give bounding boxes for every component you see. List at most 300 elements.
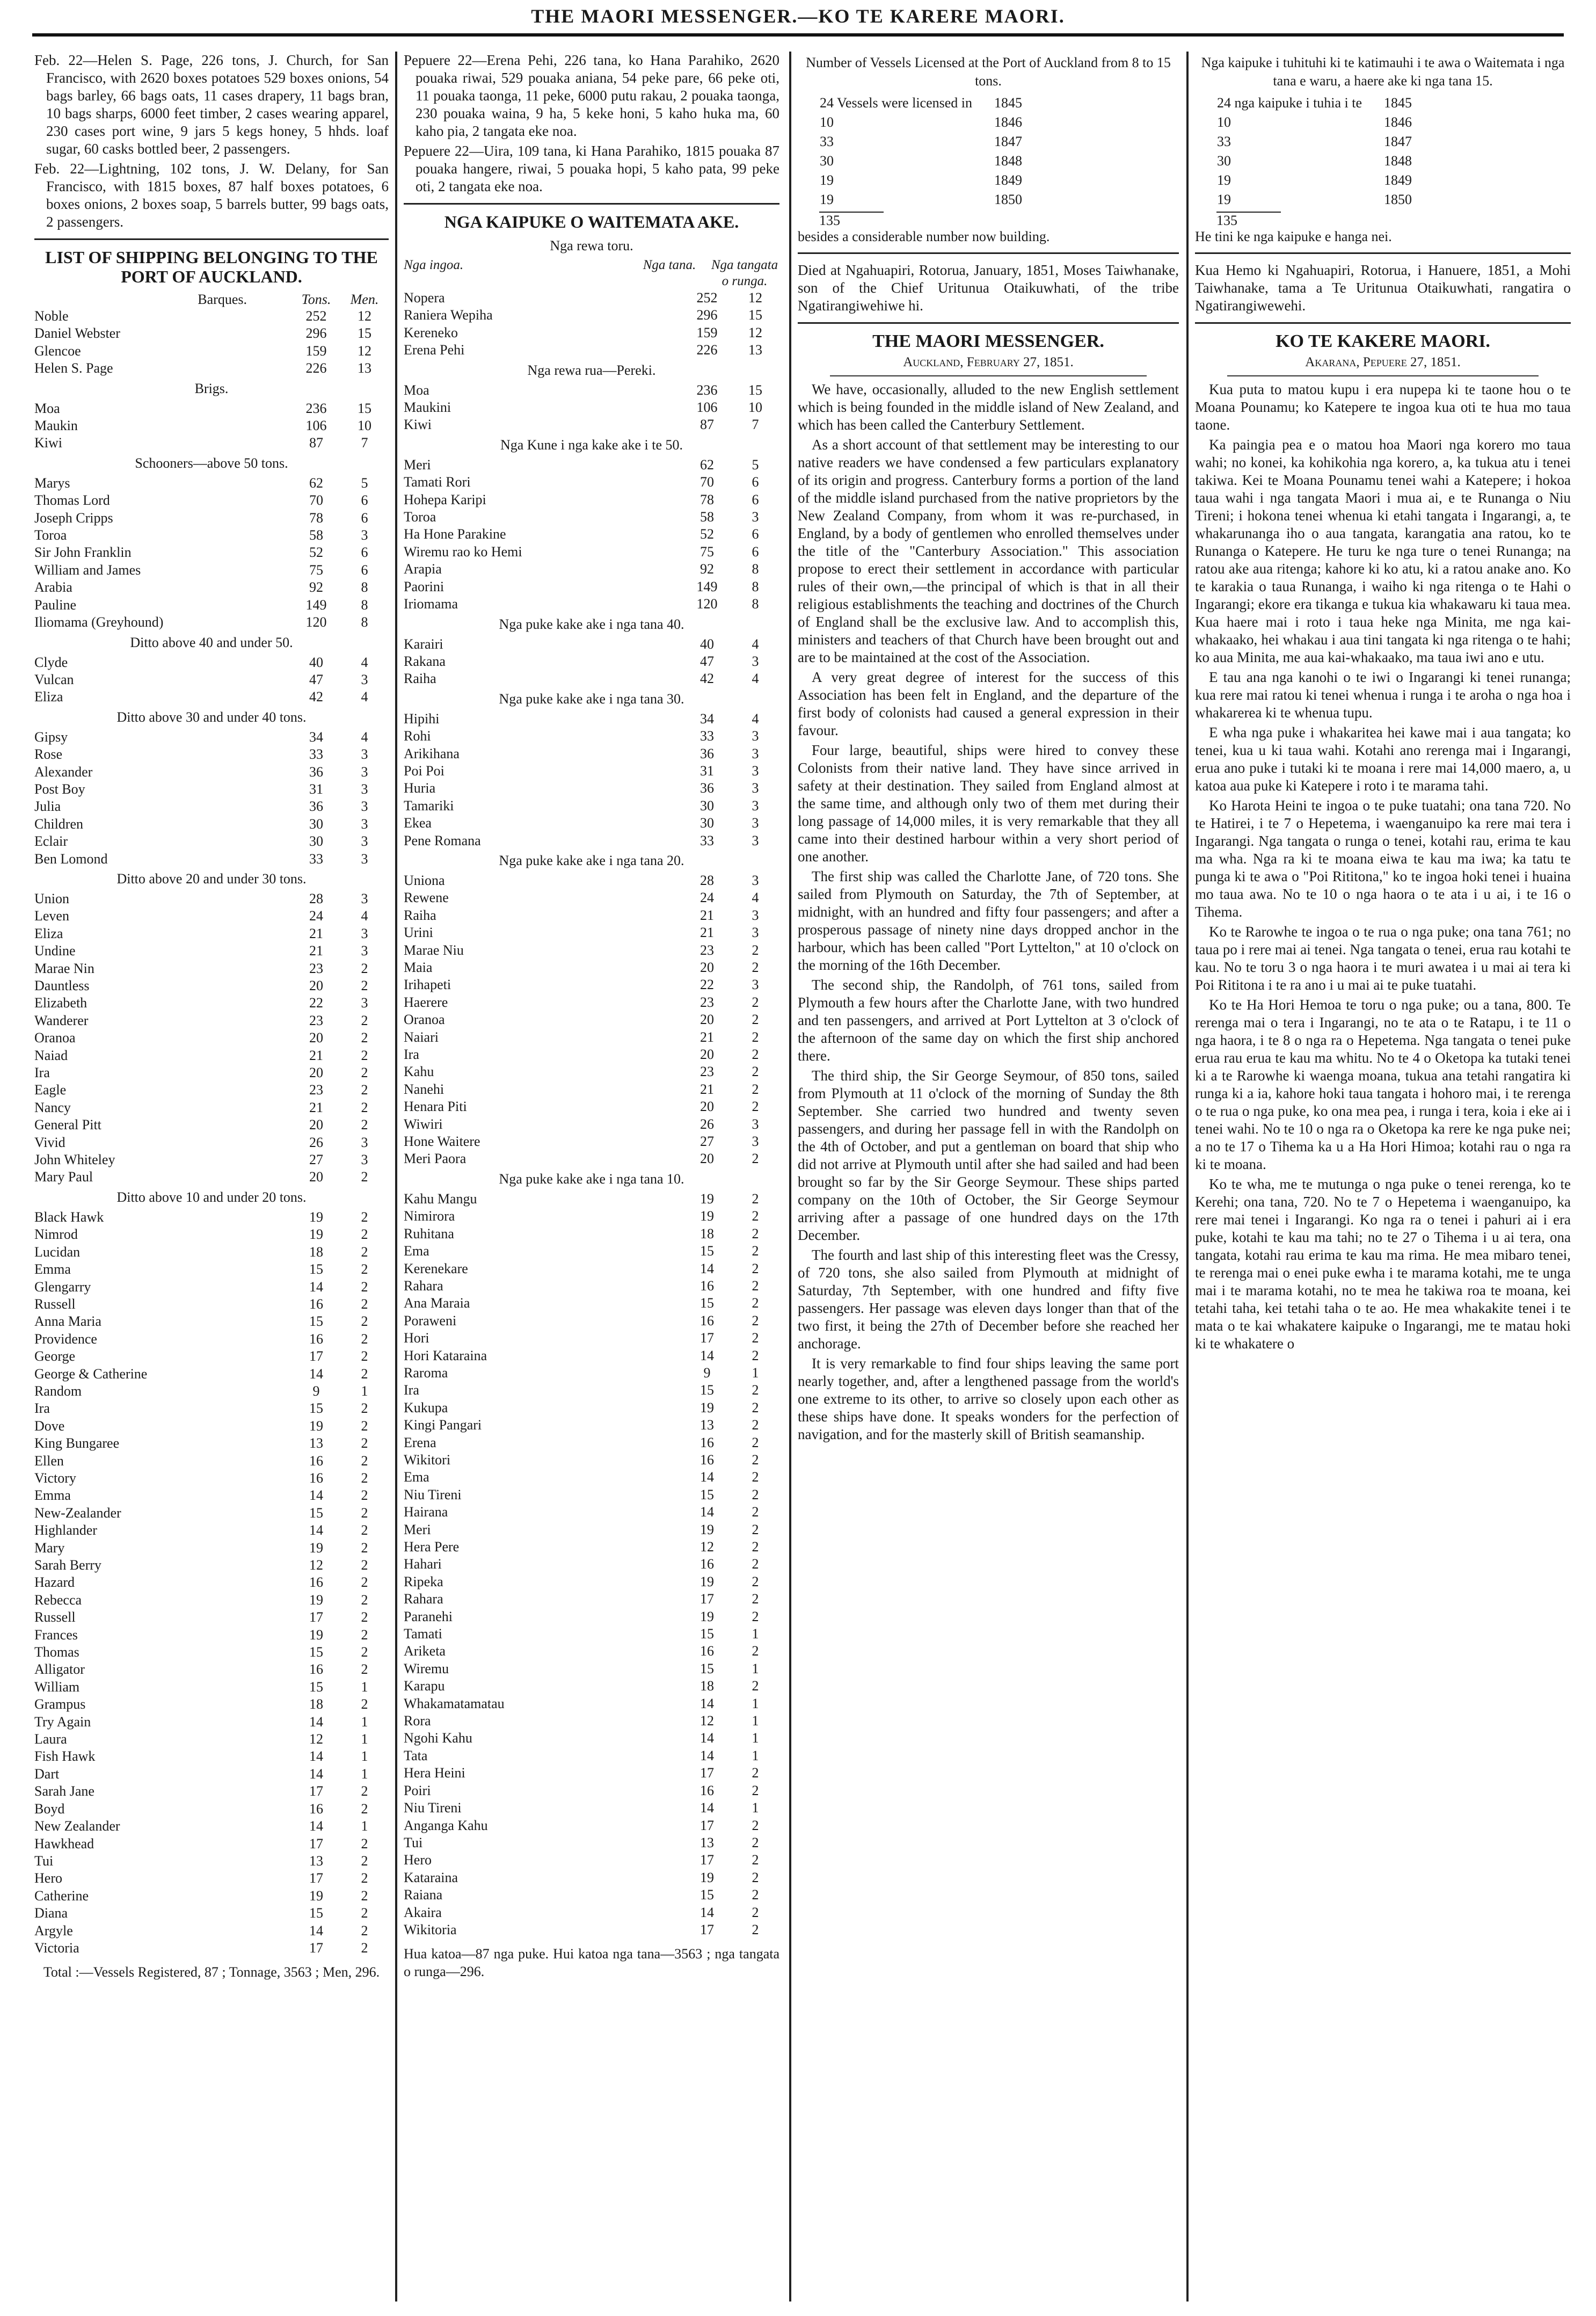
leader-dots [651, 1765, 683, 1782]
shipping-total: Hua katoa—87 nga puke. Hui katoa nga tana—3563 ; nga tangata o runga—296. [404, 1946, 779, 1980]
ship-men: 2 [752, 994, 759, 1010]
ship-row [404, 942, 779, 959]
ship-name: Catherine [34, 1887, 89, 1904]
ship-tons: 16 [700, 1643, 714, 1659]
vessels-count: 19 [820, 172, 834, 188]
ship-tons: 15 [309, 1905, 323, 1921]
ship-men: 2 [752, 1295, 759, 1311]
ship-row [404, 1063, 779, 1080]
ship-men: 2 [752, 1643, 759, 1659]
ship-tons: 15 [700, 1243, 714, 1259]
ship-row [34, 1029, 389, 1047]
ship-men: 2 [752, 1382, 759, 1398]
ship-row [34, 1818, 389, 1835]
leader-dots [651, 1869, 683, 1886]
ship-row [404, 491, 779, 509]
ship-row [404, 1886, 779, 1904]
ship-name: Marys [34, 475, 70, 491]
ship-row [34, 1081, 389, 1099]
vessels-year: 1847 [994, 134, 1023, 149]
ship-name: Kataraina [404, 1869, 458, 1885]
leader-dots [651, 1150, 683, 1167]
column-maori-shipping [404, 52, 779, 2307]
ship-men: 4 [361, 908, 368, 924]
ship-men: 2 [752, 1852, 759, 1868]
ship-tons: 70 [309, 492, 323, 509]
ship-tons: 12 [309, 1557, 323, 1573]
leader-dots [651, 1312, 683, 1330]
ship-tons: 21 [309, 943, 323, 959]
ship-men: 3 [752, 907, 759, 923]
column-divider-3 [1186, 52, 1189, 2302]
article-body [798, 381, 1179, 1443]
article-paragraph: E wha nga puke i whakaritea hei kawe mai i aua tangata; ko tenei, kua u ki taua wahi. Kotahi ano rerenga mai i Ingarangi, erua ano puke i tutaki ki te moana i rere mai 14,000 maero, a, u katoa aua puke ki Katepere i roto i te marama tahi. [1195, 724, 1571, 794]
ship-men: 3 [361, 1152, 368, 1168]
leader-dots [651, 1011, 683, 1028]
ship-tons: 15 [309, 1505, 323, 1521]
ship-row [34, 1279, 389, 1296]
ship-name: Pauline [34, 597, 76, 613]
ship-name: Maukini [404, 400, 451, 416]
ship-row [34, 1313, 389, 1330]
leader-dots [260, 1487, 292, 1504]
ship-men: 3 [361, 798, 368, 815]
ship-tons: 62 [309, 475, 323, 491]
ship-tons: 19 [309, 1209, 323, 1225]
leader-dots [260, 781, 292, 798]
vessels-year: 1845 [1384, 95, 1412, 111]
leader-dots [651, 636, 683, 653]
vessels-count: 19 [820, 192, 834, 207]
ship-men: 2 [361, 1557, 368, 1573]
leader-dots [651, 1556, 683, 1573]
leader-dots [260, 1116, 292, 1134]
ship-tons: 20 [309, 1169, 323, 1185]
article-paragraph: Ko te Rarowhe te ingoa o te rua o nga puke; ona tana 761; no taua po i rere mai ai tenei. Nga tangata o tenei, erua rau kotahi te kau. No te toru 3 o nga haora i te muri awatea i u mai ai tera ki Poi Rititona i te ra ano i u mai ai te puke tuatahi. [1195, 924, 1571, 993]
leader-dots [651, 1747, 683, 1765]
leader-dots [260, 1835, 292, 1853]
leader-dots [260, 1400, 292, 1417]
ship-name: Raniera Wepiha [404, 307, 493, 323]
ship-name: John Whiteley [34, 1152, 115, 1168]
ship-men: 2 [752, 1151, 759, 1167]
ship-tons: 20 [700, 1047, 714, 1063]
ship-tons: 26 [309, 1134, 323, 1150]
article-paragraph: We have, occasionally, alluded to the new English settlement which is being founded in the middle island of New Zealand, and which has been called the Canterbury Settlement. [798, 381, 1179, 433]
leader-dots [651, 1712, 683, 1730]
ship-men: 3 [752, 745, 759, 761]
ship-row [34, 1400, 389, 1417]
ship-tons: 30 [309, 816, 323, 832]
leader-dots [651, 1852, 683, 1869]
vessels-count: 10 [820, 114, 834, 130]
ship-tons: 13 [700, 1834, 714, 1850]
article-body [1195, 381, 1571, 1353]
ship-tons: 87 [700, 417, 714, 433]
ship-name: Ha Hone Parakine [404, 526, 506, 542]
ship-name: Raiha [404, 671, 436, 687]
ship-men: 7 [361, 435, 368, 451]
ship-name: Highlander [34, 1522, 97, 1538]
leader-dots [260, 1383, 292, 1400]
ship-name: Julia [34, 798, 61, 815]
section-rule [404, 203, 779, 205]
leader-dots [260, 1783, 292, 1800]
ship-row [34, 1557, 389, 1574]
ship-men: 2 [752, 1012, 759, 1028]
ship-men: 6 [752, 474, 759, 490]
masthead: THE MAORI MESSENGER.—KO TE KARERE MAORI. [531, 5, 1065, 27]
ship-row [404, 1817, 779, 1834]
ship-name: Mary Paul [34, 1169, 93, 1185]
ship-row [34, 729, 389, 746]
ship-name: Tata [404, 1747, 428, 1763]
ship-row [404, 474, 779, 491]
ship-row [34, 1226, 389, 1243]
leader-dots [651, 1081, 683, 1098]
leader-dots [651, 815, 683, 832]
ship-row [404, 653, 779, 670]
ship-tons: 17 [309, 1609, 323, 1625]
ship-tons: 14 [309, 1922, 323, 1939]
ship-row [34, 1609, 389, 1626]
ship-row [404, 399, 779, 416]
ship-row [404, 1243, 779, 1260]
leader-dots [651, 1573, 683, 1591]
ship-tons: 19 [700, 1208, 714, 1224]
leader-dots [260, 597, 292, 614]
ship-name: George & Catherine [34, 1366, 148, 1382]
ship-tons: 20 [309, 1030, 323, 1046]
article-paragraph: The third ship, the Sir George Seymour, of 850 tons, sailed from Plymouth at 11 o'clock of the morning of Sunday the 8th September. She carried two hundred and twenty seven passengers, and during her passage fell in with the Randolph on the 4th of October, and put a gentleman on board that ship who did not arrive at Plymouth until after she had sailed and had been brought so far by the Sir George Seymour. These ships parted company on the 10th of October, the Sir George Seymour arriving after a passage of one hundred days on the 17th December. [798, 1068, 1179, 1243]
vessels-count: 24 nga kaipuke i tuhia i te [1217, 95, 1362, 111]
ship-row [34, 1714, 389, 1731]
leader-dots [651, 1347, 683, 1364]
leader-dots [260, 671, 292, 688]
ship-row [404, 1116, 779, 1133]
vessels-row [1216, 151, 1412, 171]
ship-men: 2 [361, 1870, 368, 1886]
ship-table [404, 1190, 779, 1939]
ship-row [404, 1486, 779, 1504]
ship-men: 6 [752, 543, 759, 560]
ship-tons: 47 [700, 653, 714, 669]
ship-row [34, 1012, 389, 1029]
ship-name: Nanehi [404, 1081, 444, 1097]
leader-dots [260, 1366, 292, 1383]
ship-name: Elizabeth [34, 995, 88, 1011]
leader-dots [260, 1209, 292, 1226]
ship-group-label: Nga Kune i nga kake ake i te 50. [500, 437, 683, 453]
paper-title: THE MAORI MESSENGER. [872, 331, 1104, 351]
ship-row [34, 907, 389, 925]
leader-dots [260, 417, 292, 434]
ship-men: 12 [358, 308, 371, 324]
ship-tons: 17 [309, 1835, 323, 1852]
ship-tons: 12 [700, 1713, 714, 1729]
vessels-note: He tini ke nga kaipuke e hanga nei. [1195, 229, 1392, 244]
vessels-row [819, 171, 1023, 190]
ship-tons: 18 [700, 1678, 714, 1694]
ship-name: King Bungaree [34, 1435, 120, 1451]
leader-dots [651, 1046, 683, 1063]
ship-men: 2 [752, 1887, 759, 1903]
ship-men: 2 [752, 1312, 759, 1328]
leader-dots [260, 1261, 292, 1278]
vessels-note: besides a considerable number now building. [798, 229, 1050, 244]
leader-dots [260, 1029, 292, 1047]
leader-dots [651, 653, 683, 670]
ship-tons: 296 [696, 307, 718, 323]
ship-men: 2 [752, 1782, 759, 1798]
ship-tons: 15 [309, 1261, 323, 1277]
leader-dots [651, 456, 683, 474]
ship-name: Russell [34, 1296, 76, 1312]
ship-tons: 16 [309, 1331, 323, 1347]
vessels-count: 30 [1217, 153, 1231, 169]
ship-men: 15 [358, 400, 371, 416]
ship-row [34, 1244, 389, 1261]
ship-name: Ira [34, 1400, 50, 1417]
ship-tons: 21 [700, 1029, 714, 1045]
leader-dots [651, 1116, 683, 1133]
vessels-row [819, 113, 1023, 132]
leader-dots [260, 907, 292, 925]
article-paragraph: Kua puta to matou kupu i era nupepa ki te taone hou o te Moana Pounamu; ko Katepere te ingoa kua oti te hua mo taua taone. [1195, 381, 1571, 433]
ship-tons: 16 [309, 1800, 323, 1817]
leader-dots [651, 1886, 683, 1904]
ship-men: 2 [361, 1800, 368, 1817]
leader-dots [260, 1661, 292, 1678]
ship-men: 2 [361, 1279, 368, 1295]
ship-tons: 28 [309, 890, 323, 906]
ship-name: Arapia [404, 561, 442, 577]
ship-tons: 159 [305, 343, 327, 359]
ship-group-label: Ditto above 10 and under 20 tons. [116, 1189, 307, 1205]
leader-dots [651, 976, 683, 993]
ship-row [404, 1330, 779, 1347]
ship-men: 2 [752, 1765, 759, 1781]
ship-row [404, 1852, 779, 1869]
ship-name: Gipsy [34, 729, 68, 745]
ship-name: Hazard [34, 1574, 75, 1591]
vessels-year: 1848 [1384, 153, 1412, 169]
ship-men: 6 [361, 510, 368, 526]
ship-tons: 16 [309, 1453, 323, 1469]
ship-row [404, 1029, 779, 1046]
ship-tons: 70 [700, 474, 714, 490]
ship-men: 2 [361, 1661, 368, 1678]
ship-group-label: Brigs. [194, 380, 229, 396]
ship-row [34, 1835, 389, 1853]
ship-tons: 17 [700, 1765, 714, 1781]
leader-dots [260, 360, 292, 377]
ship-tons: 19 [700, 1521, 714, 1537]
ship-men: 4 [361, 689, 368, 705]
ship-name: Hero [404, 1852, 432, 1868]
ship-tons: 17 [309, 1940, 323, 1956]
ship-name: Wiremu [404, 1660, 449, 1676]
ship-tons: 9 [703, 1364, 711, 1381]
ship-tons: 15 [700, 1295, 714, 1311]
ship-name: Kukupa [404, 1399, 448, 1415]
ship-men: 2 [361, 1540, 368, 1556]
ship-men: 2 [361, 1331, 368, 1347]
vessels-count: 24 Vessels were licensed in [820, 95, 973, 111]
ship-name: Erena [404, 1434, 436, 1450]
ship-men: 2 [361, 1012, 368, 1028]
ship-name: Alexander [34, 764, 93, 780]
shipping-total: Total :—Vessels Registered, 87 ; Tonnage, 3563 ; Men, 296. [43, 1964, 380, 1980]
leader-dots [651, 1817, 683, 1834]
ship-row [34, 746, 389, 763]
ship-name: Laura [34, 1731, 67, 1747]
leader-dots [260, 960, 292, 977]
ship-tons: 19 [309, 1418, 323, 1434]
leader-dots [651, 1904, 683, 1921]
ship-tons: 36 [309, 764, 323, 780]
divider [1227, 375, 1539, 376]
ship-name: Fish Hawk [34, 1748, 96, 1765]
vessels-row [1216, 190, 1412, 209]
tons-header: Tons. [301, 292, 331, 307]
ship-tons: 15 [309, 1313, 323, 1330]
ship-tons: 252 [305, 308, 327, 324]
ship-men: 3 [361, 1134, 368, 1150]
ship-row [34, 851, 389, 868]
ship-name: Raiana [404, 1887, 443, 1903]
leader-dots [651, 289, 683, 307]
ship-name: Ira [34, 1065, 50, 1081]
ship-row [34, 360, 389, 377]
ship-tons: 18 [309, 1244, 323, 1260]
ship-tons: 40 [309, 654, 323, 670]
ship-men: 15 [358, 325, 371, 342]
ship-tons: 226 [696, 342, 718, 358]
ship-row [34, 434, 389, 452]
ship-row [404, 1799, 779, 1817]
ship-men: 2 [752, 1260, 759, 1276]
ship-row [34, 890, 389, 907]
ship-name: Toroa [404, 509, 436, 525]
ship-men: 2 [752, 1064, 759, 1080]
ship-men: 2 [361, 1117, 368, 1133]
ship-name: Ana Maraia [404, 1295, 470, 1311]
leader-dots [260, 942, 292, 960]
ship-men: 2 [752, 1678, 759, 1694]
vessels-year: 1850 [994, 192, 1023, 207]
ship-men: 3 [361, 764, 368, 780]
ship-men: 8 [752, 596, 759, 612]
ship-tons: 14 [700, 1730, 714, 1746]
leader-dots [651, 889, 683, 906]
ship-name: Sarah Berry [34, 1557, 101, 1573]
ship-name: Hohepa Karipi [404, 491, 486, 507]
death-notice: Kua Hemo ki Ngahuapiri, Rotorua, i Hanuere, 1851, a Mohi Taiwhanake, tama a Te Uritunua Otaikuwhati, rangatira o Ngatirangiwewehi. [1195, 262, 1571, 314]
shipping-list-title: LIST OF SHIPPING BELONGING TO THE PORT OF AUCKLAND. [45, 248, 378, 286]
ship-tons: 34 [309, 729, 323, 745]
ship-row [404, 342, 779, 359]
leader-dots [260, 1081, 292, 1099]
ship-tons: 21 [309, 1047, 323, 1063]
ship-tons: 15 [700, 1486, 714, 1502]
column-english-shipping [34, 52, 389, 2307]
ship-name: Glengarry [34, 1279, 91, 1295]
ship-tons: 14 [700, 1469, 714, 1485]
ship-name: Boyd [34, 1800, 65, 1817]
vessels-year: 1848 [994, 153, 1023, 169]
ship-men: 2 [752, 1817, 759, 1833]
ship-men: 1 [361, 1383, 368, 1399]
ship-row [34, 1505, 389, 1522]
ship-tons: 18 [309, 1696, 323, 1712]
ship-tons: 149 [305, 597, 327, 613]
leader-dots [651, 1643, 683, 1660]
article-paragraph: It is very remarkable to find four ships leaving the same port nearly together, and, after a lengthened passage from the world's one extreme to its other, to arrive so closely upon each other as these ships have done. It speaks wonders for the perfection of navigation, and for the masterly skill of British seamanship. [798, 1355, 1179, 1442]
ship-name: William [34, 1679, 80, 1695]
ship-tons: 30 [309, 833, 323, 850]
ship-men: 2 [752, 1556, 759, 1572]
ship-table [34, 400, 389, 452]
ship-name: Dove [34, 1418, 65, 1434]
leader-dots [260, 1574, 292, 1591]
leader-dots [651, 1208, 683, 1225]
ship-name: Erena Pehi [404, 342, 465, 358]
ship-men: 13 [748, 342, 762, 358]
column-maori-article [1195, 52, 1571, 2307]
vessels-row [819, 132, 1023, 151]
ship-men: 8 [361, 597, 368, 613]
ship-men: 2 [361, 1522, 368, 1538]
ship-men: 2 [361, 1099, 368, 1115]
leader-dots [260, 1134, 292, 1151]
ship-row [404, 976, 779, 993]
leader-dots [651, 1133, 683, 1150]
leader-dots [651, 1098, 683, 1115]
ship-men: 1 [752, 1695, 759, 1711]
leader-dots [651, 1330, 683, 1347]
ship-row [404, 1417, 779, 1434]
leader-dots [260, 994, 292, 1012]
ship-row [404, 1451, 779, 1469]
leader-dots [260, 1470, 292, 1487]
ship-name: Niu Tireni [404, 1800, 462, 1816]
ship-table [404, 382, 779, 434]
ship-row [404, 561, 779, 578]
ship-men: 2 [752, 1243, 759, 1259]
leader-dots [260, 1012, 292, 1029]
ship-row [34, 417, 389, 434]
leader-dots [260, 1592, 292, 1609]
ship-men: 2 [752, 1029, 759, 1045]
men-header: Men. [350, 292, 379, 307]
leader-dots [651, 710, 683, 728]
ship-row [34, 1487, 389, 1504]
ship-men: 3 [361, 995, 368, 1011]
leader-dots [260, 1557, 292, 1574]
ship-row [34, 343, 389, 360]
ship-tons: 120 [305, 614, 327, 630]
ship-name: Pene Romana [404, 832, 481, 848]
ship-tons: 87 [309, 435, 323, 451]
ship-men: 2 [752, 1573, 759, 1589]
ship-name: Wanderer [34, 1012, 89, 1028]
ship-name: Ellen [34, 1453, 64, 1469]
ship-name: Nopera [404, 290, 445, 306]
ship-name: Arikihana [404, 745, 460, 761]
ship-men: 15 [748, 382, 762, 398]
ship-tons: 17 [700, 1817, 714, 1833]
